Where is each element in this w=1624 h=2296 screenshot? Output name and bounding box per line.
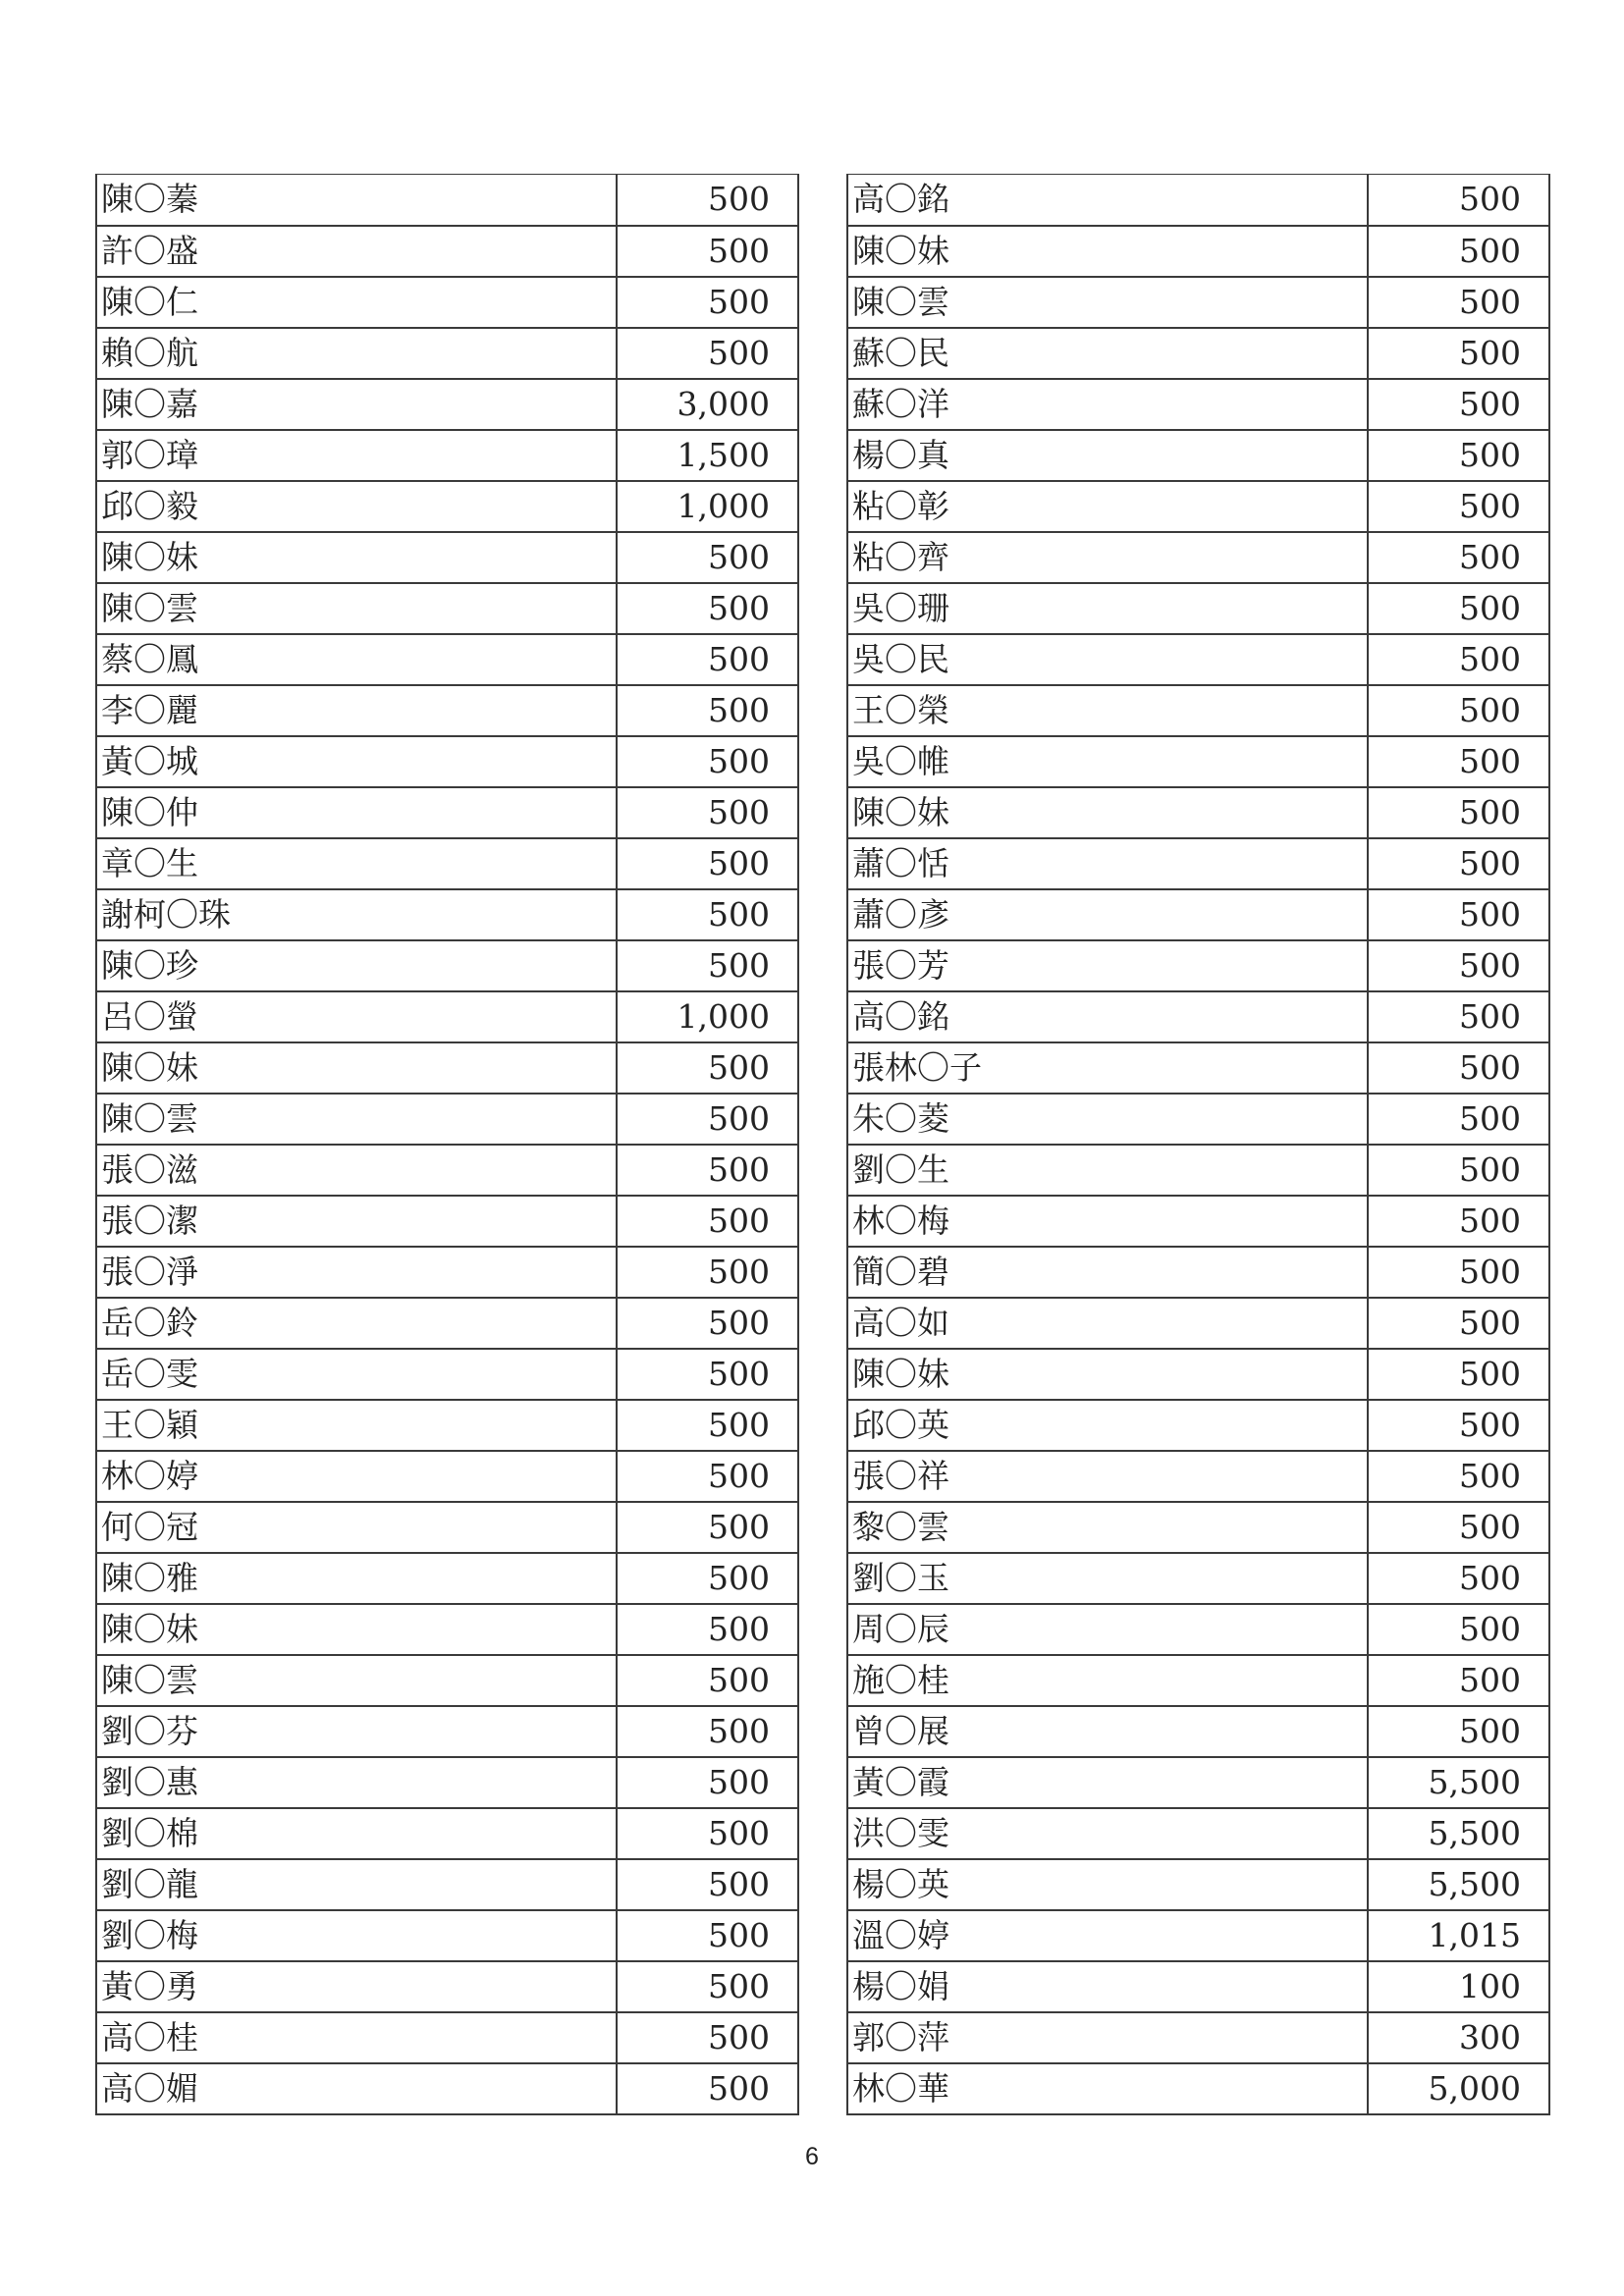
donor-name: 王〇榮 [847,685,1368,736]
donor-name: 陳〇雲 [96,583,617,634]
donor-name: 蘇〇民 [847,328,1368,379]
table-row [847,1042,1549,1094]
donation-amount: 500 [1368,175,1549,226]
donation-amount: 500 [617,787,798,838]
donor-name: 陳〇珍 [96,940,617,991]
table-row [847,1706,1549,1757]
donation-amount: 1,000 [617,481,798,532]
donation-amount: 500 [1368,1655,1549,1706]
donation-amount: 500 [1368,1349,1549,1400]
table-row [96,2012,798,2063]
donation-amount: 500 [1368,1247,1549,1298]
donor-name: 劉〇龍 [96,1859,617,1910]
donor-name: 陳〇蓁 [96,175,617,226]
donor-name: 高〇銘 [847,175,1368,226]
donation-amount: 3,000 [617,379,798,430]
donor-name: 蕭〇彥 [847,889,1368,940]
table-row [847,1349,1549,1400]
table-row [847,787,1549,838]
donor-name: 朱〇菱 [847,1094,1368,1145]
donation-amount: 500 [617,583,798,634]
table-row [847,1808,1549,1859]
donor-table-left-body [96,175,798,2114]
donor-name: 黃〇霞 [847,1757,1368,1808]
donor-name: 劉〇棉 [96,1808,617,1859]
donor-name: 陳〇仲 [96,787,617,838]
donor-name: 郭〇萍 [847,2012,1368,2063]
donor-name: 吳〇民 [847,634,1368,685]
donation-amount: 500 [617,532,798,583]
donor-name: 郭〇璋 [96,430,617,481]
donor-name: 陳〇妹 [96,1604,617,1655]
donation-amount: 100 [1368,1961,1549,2012]
table-row [96,1502,798,1553]
donation-amount: 500 [1368,1196,1549,1247]
donor-name: 邱〇英 [847,1400,1368,1451]
donor-name: 粘〇彰 [847,481,1368,532]
table-row [847,889,1549,940]
donation-amount: 500 [1368,328,1549,379]
donor-name: 劉〇芬 [96,1706,617,1757]
donation-amount: 500 [1368,940,1549,991]
donation-amount: 500 [617,838,798,889]
donor-name: 張〇滋 [96,1145,617,1196]
table-row [847,430,1549,481]
table-row [96,1604,798,1655]
donor-table-right [846,174,1550,2115]
donation-amount: 500 [1368,736,1549,787]
donation-amount: 500 [617,328,798,379]
donor-name: 賴〇航 [96,328,617,379]
donation-amount: 500 [617,2063,798,2114]
donation-amount: 500 [617,1604,798,1655]
donor-name: 岳〇鈴 [96,1298,617,1349]
table-row [847,1196,1549,1247]
donor-name: 劉〇梅 [96,1910,617,1961]
donation-amount: 500 [1368,1298,1549,1349]
table-row [847,634,1549,685]
donation-amount: 500 [617,1349,798,1400]
donor-name: 蔡〇鳳 [96,634,617,685]
donation-amount: 500 [1368,481,1549,532]
table-row [96,1910,798,1961]
donation-amount: 500 [617,1808,798,1859]
donation-amount: 500 [617,1655,798,1706]
donation-amount: 500 [1368,1706,1549,1757]
donor-name: 王〇穎 [96,1400,617,1451]
donation-amount: 300 [1368,2012,1549,2063]
donor-name: 陳〇仁 [96,277,617,328]
table-row [847,2063,1549,2114]
table-row [847,1451,1549,1502]
table-row [847,1757,1549,1808]
donation-amount: 500 [617,736,798,787]
donation-amount: 500 [1368,838,1549,889]
table-row [96,532,798,583]
donor-name: 呂〇螢 [96,991,617,1042]
donation-amount: 500 [1368,379,1549,430]
donor-name: 陳〇妹 [847,787,1368,838]
donation-amount: 500 [617,1706,798,1757]
donor-name: 劉〇生 [847,1145,1368,1196]
donor-name: 岳〇雯 [96,1349,617,1400]
table-row [847,1247,1549,1298]
table-row [96,991,798,1042]
table-row [847,1298,1549,1349]
table-row [847,226,1549,277]
donation-amount: 500 [1368,430,1549,481]
donor-name: 林〇婷 [96,1451,617,1502]
donor-name: 陳〇妹 [96,1042,617,1094]
table-row [96,277,798,328]
donor-name: 張林〇子 [847,1042,1368,1094]
donor-name: 吳〇珊 [847,583,1368,634]
donation-amount: 500 [617,1502,798,1553]
table-row [847,1910,1549,1961]
table-row [847,175,1549,226]
table-row [96,481,798,532]
donor-name: 李〇麗 [96,685,617,736]
donor-name: 陳〇妹 [847,1349,1368,1400]
donation-amount: 5,500 [1368,1859,1549,1910]
table-row [847,1961,1549,2012]
table-row [96,328,798,379]
donation-amount: 500 [617,1145,798,1196]
donation-amount: 500 [617,1042,798,1094]
table-row [96,787,798,838]
table-row [96,379,798,430]
table-row [96,2063,798,2114]
table-row [96,1196,798,1247]
donor-name: 張〇潔 [96,1196,617,1247]
donation-amount: 5,000 [1368,2063,1549,2114]
donor-name: 陳〇雲 [96,1094,617,1145]
donation-amount: 500 [1368,634,1549,685]
table-row [847,940,1549,991]
table-row [96,838,798,889]
donor-name: 簡〇碧 [847,1247,1368,1298]
table-row [96,634,798,685]
table-row [96,736,798,787]
donation-amount: 500 [1368,1451,1549,1502]
table-row [96,1042,798,1094]
donation-amount: 500 [617,889,798,940]
donation-amount: 500 [1368,1042,1549,1094]
donation-amount: 5,500 [1368,1757,1549,1808]
donation-amount: 500 [1368,889,1549,940]
table-row [96,226,798,277]
table-row [96,1757,798,1808]
table-row [96,1655,798,1706]
donor-name: 林〇梅 [847,1196,1368,1247]
donation-amount: 500 [617,1247,798,1298]
donor-name: 張〇芳 [847,940,1368,991]
table-row [847,1859,1549,1910]
donation-amount: 500 [617,685,798,736]
donation-amount: 500 [617,226,798,277]
donor-name: 陳〇嘉 [96,379,617,430]
table-row [96,940,798,991]
donation-amount: 500 [1368,1502,1549,1553]
table-row [96,1349,798,1400]
donor-name: 謝柯〇珠 [96,889,617,940]
table-row [96,889,798,940]
donor-name: 陳〇雲 [96,1655,617,1706]
donation-amount: 500 [617,634,798,685]
donation-amount: 500 [617,1910,798,1961]
donation-amount: 500 [617,1400,798,1451]
donor-name: 粘〇齊 [847,532,1368,583]
donation-amount: 500 [1368,226,1549,277]
donation-amount: 500 [1368,685,1549,736]
donor-name: 黎〇雲 [847,1502,1368,1553]
donation-amount: 500 [1368,1604,1549,1655]
donation-amount: 500 [617,1196,798,1247]
donation-amount: 1,000 [617,991,798,1042]
donor-table-left [95,174,799,2115]
donation-amount: 500 [1368,277,1549,328]
donation-amount: 500 [617,1553,798,1604]
table-row [96,1553,798,1604]
donation-amount: 500 [1368,1145,1549,1196]
donor-name: 高〇銘 [847,991,1368,1042]
table-row [847,379,1549,430]
donor-name: 陳〇雲 [847,277,1368,328]
donation-amount: 500 [1368,787,1549,838]
table-row [847,1145,1549,1196]
donor-name: 施〇桂 [847,1655,1368,1706]
table-row [96,1706,798,1757]
table-row [847,2012,1549,2063]
donor-name: 何〇冠 [96,1502,617,1553]
table-row [847,328,1549,379]
donation-amount: 500 [1368,991,1549,1042]
page-number: 6 [805,2143,819,2170]
table-row [847,1553,1549,1604]
table-row [847,583,1549,634]
donor-name: 高〇媚 [96,2063,617,2114]
table-row [96,1451,798,1502]
donor-name: 曾〇展 [847,1706,1368,1757]
donor-name: 張〇祥 [847,1451,1368,1502]
donor-name: 黃〇勇 [96,1961,617,2012]
donor-name: 高〇桂 [96,2012,617,2063]
donation-amount: 500 [617,940,798,991]
table-row [96,1094,798,1145]
table-row [96,1859,798,1910]
donation-amount: 500 [617,1757,798,1808]
table-row [96,1298,798,1349]
table-row [847,532,1549,583]
donor-name: 林〇華 [847,2063,1368,2114]
donation-amount: 500 [617,1961,798,2012]
table-row [96,1145,798,1196]
table-row [96,1247,798,1298]
donor-name: 周〇辰 [847,1604,1368,1655]
donor-name: 洪〇雯 [847,1808,1368,1859]
donor-name: 蕭〇恬 [847,838,1368,889]
table-row [96,430,798,481]
donation-amount: 500 [1368,1553,1549,1604]
table-row [847,1604,1549,1655]
donor-name: 章〇生 [96,838,617,889]
donor-name: 楊〇娟 [847,1961,1368,2012]
donation-amount: 500 [617,1094,798,1145]
table-row [96,1808,798,1859]
donor-name: 陳〇妹 [96,532,617,583]
table-row [847,1400,1549,1451]
table-row [96,1961,798,2012]
donor-name: 溫〇婷 [847,1910,1368,1961]
donation-amount: 500 [617,1298,798,1349]
table-row [96,685,798,736]
table-row [847,838,1549,889]
donation-amount: 1,015 [1368,1910,1549,1961]
table-row [847,1094,1549,1145]
donor-name: 高〇如 [847,1298,1368,1349]
donor-name: 蘇〇洋 [847,379,1368,430]
donor-name: 劉〇惠 [96,1757,617,1808]
table-row [847,277,1549,328]
donation-amount: 1,500 [617,430,798,481]
donation-amount: 500 [1368,1400,1549,1451]
table-row [847,481,1549,532]
donor-name: 許〇盛 [96,226,617,277]
table-row [96,175,798,226]
donation-amount: 500 [1368,583,1549,634]
donation-amount: 500 [617,1859,798,1910]
donor-name: 劉〇玉 [847,1553,1368,1604]
table-row [847,991,1549,1042]
donation-amount: 500 [617,175,798,226]
donor-name: 楊〇真 [847,430,1368,481]
table-row [847,1502,1549,1553]
table-row [847,1655,1549,1706]
donation-amount: 500 [1368,1094,1549,1145]
table-row [96,1400,798,1451]
donor-name: 陳〇妹 [847,226,1368,277]
donor-name: 陳〇雅 [96,1553,617,1604]
donor-name: 楊〇英 [847,1859,1368,1910]
donation-amount: 500 [617,2012,798,2063]
table-row [847,736,1549,787]
table-row [847,685,1549,736]
donor-name: 邱〇毅 [96,481,617,532]
donation-amount: 500 [617,1451,798,1502]
donor-name: 吳〇帷 [847,736,1368,787]
donor-name: 張〇淨 [96,1247,617,1298]
donor-name: 黃〇城 [96,736,617,787]
donor-table-right-body [847,175,1549,2114]
donation-amount: 5,500 [1368,1808,1549,1859]
table-row [96,583,798,634]
donation-amount: 500 [617,277,798,328]
donation-amount: 500 [1368,532,1549,583]
